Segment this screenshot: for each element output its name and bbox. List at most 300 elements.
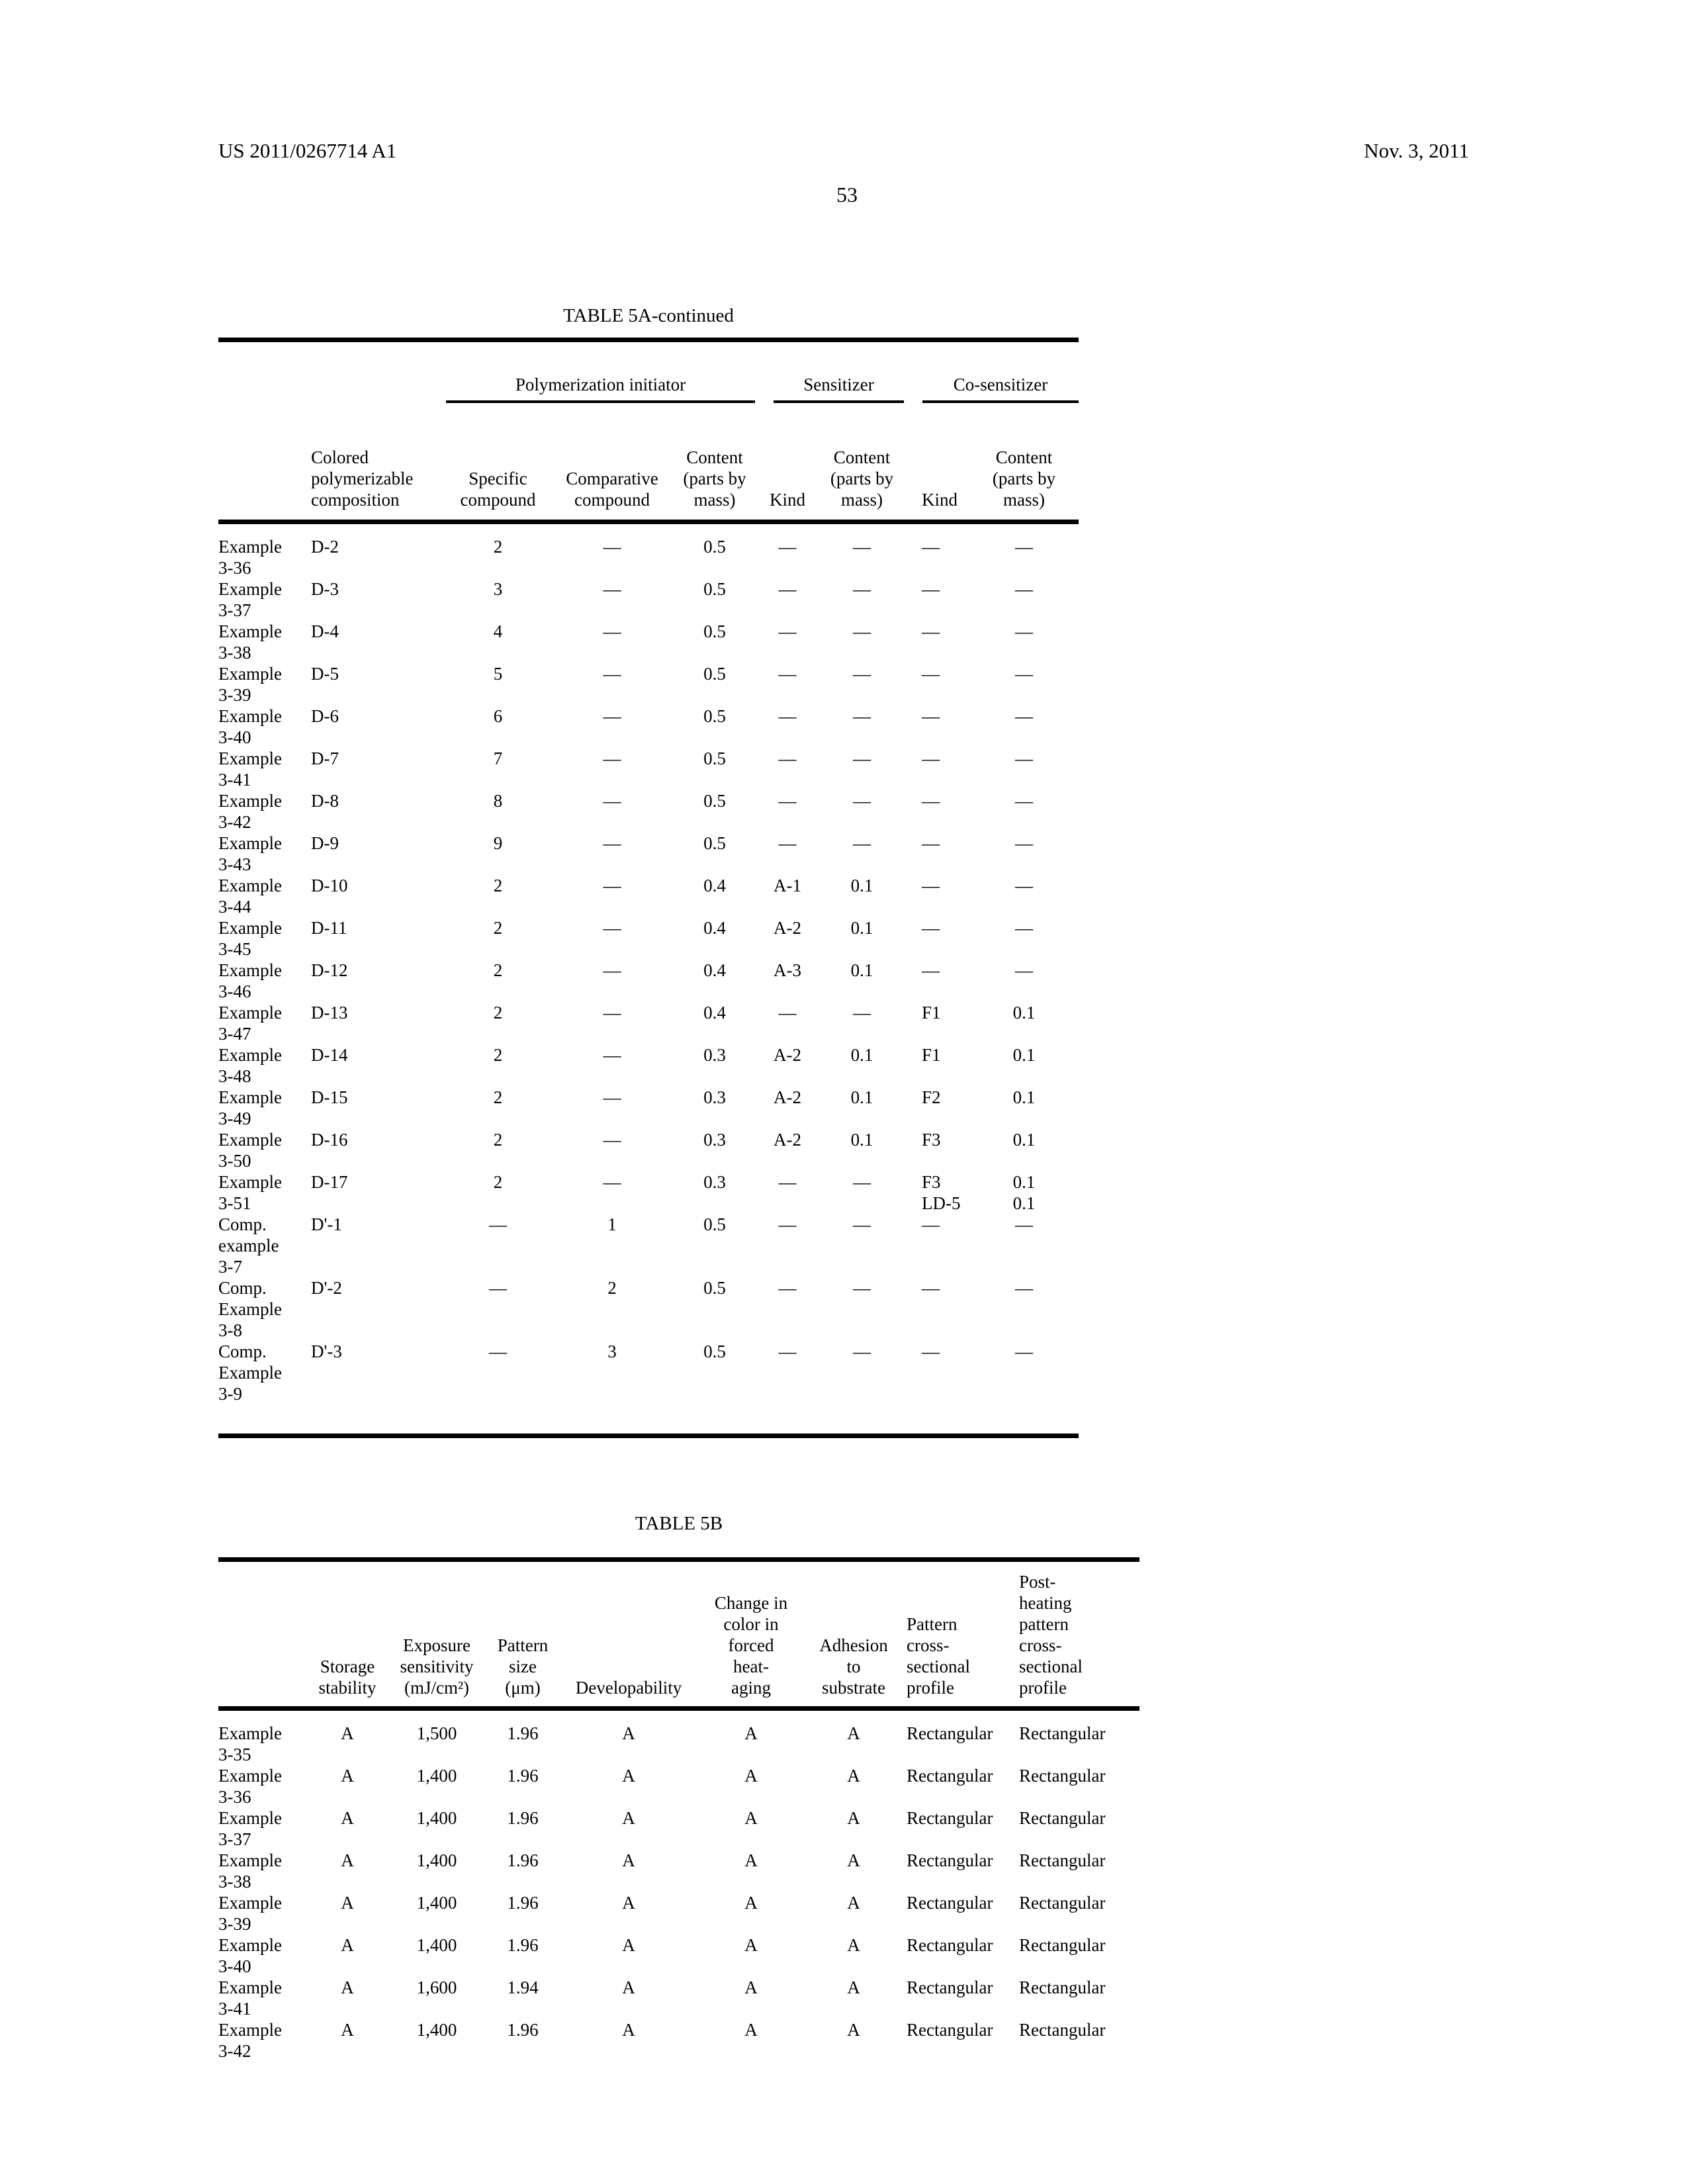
cell-developability: A	[622, 1850, 635, 1870]
table-5a-head	[218, 340, 1079, 522]
cell-specific-compound: 2	[493, 1045, 503, 1065]
table-5a-row	[218, 875, 1079, 917]
cell-pattern-size: 1.96	[507, 1808, 539, 1828]
cell-comparative-compound: —	[603, 876, 621, 895]
col-header-initiator-content: Content (parts by mass)	[665, 424, 764, 522]
cell-row-label: Comp. Example 3-9	[218, 1342, 282, 1404]
cell-sensitizer-content: —	[853, 749, 871, 768]
cell-color-change: A	[744, 1850, 758, 1870]
table-5a-row	[218, 1044, 1079, 1087]
table-5a-block	[218, 304, 1079, 1438]
cell-sensitizer-kind: —	[778, 1214, 797, 1234]
cell-pattern-size: 1.96	[507, 1723, 539, 1743]
cell-sensitizer-kind: —	[778, 621, 797, 641]
group-sensitizer	[764, 340, 913, 425]
cell-co-sensitizer-kind: —	[922, 960, 940, 980]
cell-composition: D-13	[311, 1003, 348, 1023]
cell-co-sensitizer-kind: —	[922, 537, 940, 557]
cell-co-sensitizer-kind: F3	[922, 1130, 941, 1150]
table-5b-row	[218, 1934, 1139, 1977]
cell-adhesion: A	[847, 1808, 860, 1828]
cell-pattern-size: 1.94	[507, 1978, 539, 1997]
cell-pattern-size: 1.96	[507, 1766, 539, 1786]
cell-specific-compound: 2	[493, 876, 503, 895]
cell-row-label: Example 3-39	[218, 1893, 282, 1934]
cell-adhesion: A	[847, 1935, 860, 1955]
table-5b-row	[218, 1850, 1139, 1892]
cell-co-sensitizer-kind: —	[922, 1278, 940, 1298]
cell-exposure-sensitivity: 1,600	[416, 1978, 457, 1997]
cell-row-label: Example 3-51	[218, 1172, 282, 1213]
cell-initiator-content: 0.3	[703, 1045, 726, 1065]
cell-row-label: Example 3-49	[218, 1087, 282, 1128]
cell-specific-compound: 5	[493, 664, 503, 684]
cell-sensitizer-content: 0.1	[850, 876, 873, 895]
cell-exposure-sensitivity: 1,400	[416, 2020, 457, 2040]
cell-co-sensitizer-content: 0.1	[1012, 1003, 1036, 1023]
table-5b-column-header-row	[218, 1560, 1139, 1709]
cell-co-sensitizer-kind: —	[922, 579, 940, 599]
table-5a-body	[218, 522, 1079, 1436]
cell-composition: D-10	[311, 876, 348, 895]
cell-co-sensitizer-content: —	[1015, 579, 1034, 599]
cell-composition: D-14	[311, 1045, 348, 1065]
cell-post-heating-profile: Rectangular	[1019, 1893, 1106, 1913]
cell-initiator-content: 0.3	[703, 1172, 726, 1192]
cell-co-sensitizer-content: 0.1	[1012, 1045, 1036, 1065]
table-5b-title: TABLE 5B	[635, 1513, 723, 1534]
cell-co-sensitizer-kind: —	[922, 664, 940, 684]
group-co-sensitizer-label: Co-sensitizer	[922, 363, 1079, 403]
table-5a-row	[218, 960, 1079, 1002]
cell-sensitizer-kind: A-2	[774, 1045, 802, 1065]
col-header-specific-compound: Specific compound	[437, 424, 559, 522]
cell-composition: D-15	[311, 1087, 348, 1107]
cell-co-sensitizer-kind: —	[922, 876, 940, 895]
cell-color-change: A	[744, 1978, 758, 1997]
table-5a-group-row	[218, 340, 1079, 425]
col-header-co-sensitizer-kind: Kind	[913, 424, 969, 522]
col-header-composition: Colored polymerizable composition	[311, 424, 437, 522]
cell-sensitizer-kind: —	[778, 791, 797, 811]
col-header-sensitizer-content: Content (parts by mass)	[811, 424, 913, 522]
cell-sensitizer-kind: —	[778, 664, 797, 684]
cell-initiator-content: 0.5	[703, 706, 726, 726]
cell-color-change: A	[744, 1766, 758, 1786]
table-5a-row	[218, 621, 1079, 663]
cell-initiator-content: 0.5	[703, 833, 726, 853]
table-5a-title: TABLE 5A-continued	[563, 305, 734, 326]
cell-pattern-profile: Rectangular	[907, 2020, 993, 2040]
cell-color-change: A	[744, 2020, 758, 2040]
cell-storage-stability: A	[341, 1935, 354, 1955]
group-sensitizer-label: Sensitizer	[774, 363, 904, 403]
cell-pattern-size: 1.96	[507, 1850, 539, 1870]
table-5a-row	[218, 1171, 1079, 1214]
cell-sensitizer-kind: —	[778, 537, 797, 557]
cell-comparative-compound: —	[603, 664, 621, 684]
table-5b-row	[218, 1807, 1139, 1850]
table-5b-body	[218, 1709, 1139, 2062]
cell-exposure-sensitivity: 1,500	[416, 1723, 457, 1743]
cell-co-sensitizer-content: 0.1	[1012, 1130, 1036, 1150]
cell-sensitizer-kind: —	[778, 579, 797, 599]
cell-co-sensitizer-content: —	[1015, 1278, 1034, 1298]
table-5b-row	[218, 1765, 1139, 1807]
cell-initiator-content: 0.4	[703, 1003, 726, 1023]
cell-sensitizer-content: 0.1	[850, 960, 873, 980]
cell-specific-compound: 3	[493, 579, 503, 599]
cell-co-sensitizer-content: —	[1015, 749, 1034, 768]
cell-adhesion: A	[847, 1766, 860, 1786]
cell-specific-compound: 9	[493, 833, 503, 853]
cell-pattern-profile: Rectangular	[907, 1723, 993, 1743]
cell-row-label: Example 3-48	[218, 1045, 282, 1086]
cell-co-sensitizer-content: —	[1015, 918, 1034, 938]
cell-composition: D-7	[311, 749, 339, 768]
cell-co-sensitizer-content: —	[1015, 706, 1034, 726]
cell-co-sensitizer-kind: —	[922, 749, 940, 768]
cell-composition: D-5	[311, 664, 339, 684]
cell-row-label: Example 3-38	[218, 621, 282, 662]
cell-storage-stability: A	[341, 1978, 354, 1997]
cell-sensitizer-kind: A-1	[774, 876, 802, 895]
col-header-pattern-profile: Pattern cross- sectional profile	[907, 1560, 1019, 1709]
cell-post-heating-profile: Rectangular	[1019, 1766, 1106, 1786]
page-header	[0, 0, 1694, 163]
cell-sensitizer-content: 0.1	[850, 918, 873, 938]
cell-specific-compound: 4	[493, 621, 503, 641]
patent-number: US 2011/0267714 A1	[218, 139, 397, 162]
table-5b	[218, 1557, 1139, 2062]
cell-row-label: Example 3-47	[218, 1003, 282, 1044]
cell-developability: A	[622, 1935, 635, 1955]
cell-sensitizer-content: —	[853, 1278, 871, 1298]
cell-specific-compound: 2	[493, 918, 503, 938]
cell-initiator-content: 0.3	[703, 1087, 726, 1107]
cell-storage-stability: A	[341, 1808, 354, 1828]
cell-storage-stability: A	[341, 1723, 354, 1743]
cell-comparative-compound: —	[603, 621, 621, 641]
cell-sensitizer-content: —	[853, 791, 871, 811]
cell-sensitizer-content: —	[853, 833, 871, 853]
cell-sensitizer-content: 0.1	[850, 1087, 873, 1107]
cell-specific-compound: 6	[493, 706, 503, 726]
table-5b-row	[218, 1709, 1139, 1766]
cell-row-label: Example 3-38	[218, 1850, 282, 1891]
cell-developability: A	[622, 1808, 635, 1828]
cell-row-label: Example 3-39	[218, 664, 282, 705]
cell-sensitizer-kind: —	[778, 749, 797, 768]
cell-comparative-compound: 2	[607, 1278, 617, 1298]
table-5a-row	[218, 1087, 1079, 1129]
group-co-sensitizer	[913, 340, 1079, 425]
cell-co-sensitizer-kind: —	[922, 791, 940, 811]
cell-post-heating-profile: Rectangular	[1019, 1850, 1106, 1870]
cell-sensitizer-kind: —	[778, 1278, 797, 1298]
cell-exposure-sensitivity: 1,400	[416, 1850, 457, 1870]
cell-exposure-sensitivity: 1,400	[416, 1893, 457, 1913]
cell-co-sensitizer-kind: —	[922, 918, 940, 938]
table-5a-row	[218, 1129, 1079, 1171]
cell-composition: D-17	[311, 1172, 348, 1192]
cell-row-label: Example 3-40	[218, 706, 282, 747]
cell-initiator-content: 0.3	[703, 1130, 726, 1150]
cell-initiator-content: 0.4	[703, 876, 726, 895]
cell-storage-stability: A	[341, 2020, 354, 2040]
col-header-row-label	[218, 1560, 311, 1709]
cell-row-label: Example 3-42	[218, 2020, 282, 2061]
cell-sensitizer-content: 0.1	[850, 1130, 873, 1150]
cell-comparative-compound: —	[603, 1172, 621, 1192]
cell-sensitizer-kind: A-2	[774, 918, 802, 938]
cell-post-heating-profile: Rectangular	[1019, 1935, 1106, 1955]
col-header-storage-stability: Storage stability	[311, 1560, 384, 1709]
col-header-exposure-sensitivity: Exposure sensitivity (mJ/cm²)	[384, 1560, 490, 1709]
cell-sensitizer-content: —	[853, 1003, 871, 1023]
cell-row-label: Example 3-45	[218, 918, 282, 959]
cell-specific-compound: 2	[493, 1003, 503, 1023]
cell-color-change: A	[744, 1935, 758, 1955]
cell-sensitizer-content: —	[853, 537, 871, 557]
cell-co-sensitizer-kind: —	[922, 621, 940, 641]
table-5a-row	[218, 1341, 1079, 1436]
cell-co-sensitizer-content: —	[1015, 833, 1034, 853]
cell-color-change: A	[744, 1723, 758, 1743]
cell-comparative-compound: —	[603, 791, 621, 811]
table-5a-column-header-row	[218, 424, 1079, 522]
cell-co-sensitizer-content: —	[1015, 621, 1034, 641]
cell-developability: A	[622, 1978, 635, 1997]
cell-composition: D-8	[311, 791, 339, 811]
cell-initiator-content: 0.5	[703, 791, 726, 811]
cell-sensitizer-content: —	[853, 1214, 871, 1234]
cell-sensitizer-kind: —	[778, 833, 797, 853]
cell-sensitizer-kind: A-2	[774, 1130, 802, 1150]
cell-sensitizer-content: —	[853, 1172, 871, 1192]
cell-specific-compound: 2	[493, 1130, 503, 1150]
cell-comparative-compound: —	[603, 537, 621, 557]
table-5a-row	[218, 748, 1079, 790]
cell-co-sensitizer-kind: F2	[922, 1087, 941, 1107]
cell-comparative-compound: —	[603, 1130, 621, 1150]
cell-exposure-sensitivity: 1,400	[416, 1808, 457, 1828]
cell-post-heating-profile: Rectangular	[1019, 1808, 1106, 1828]
cell-exposure-sensitivity: 1,400	[416, 1766, 457, 1786]
cell-adhesion: A	[847, 1893, 860, 1913]
cell-specific-compound: 2	[493, 1172, 503, 1192]
table-5a-row	[218, 578, 1079, 621]
cell-pattern-size: 1.96	[507, 1935, 539, 1955]
cell-initiator-content: 0.4	[703, 918, 726, 938]
cell-row-label: Example 3-35	[218, 1723, 282, 1764]
cell-adhesion: A	[847, 2020, 860, 2040]
table-5b-head	[218, 1560, 1139, 1709]
table-5a-row	[218, 1002, 1079, 1044]
cell-pattern-profile: Rectangular	[907, 1893, 993, 1913]
cell-row-label: Example 3-37	[218, 1808, 282, 1849]
group-polymerization-initiator	[437, 340, 764, 425]
cell-co-sensitizer-kind: —	[922, 1342, 940, 1361]
cell-sensitizer-kind: —	[778, 706, 797, 726]
col-header-post-heating-profile: Post- heating pattern cross- sectional profile	[1019, 1560, 1139, 1709]
group-spacer	[218, 340, 437, 425]
cell-storage-stability: A	[341, 1893, 354, 1913]
page-number: 53	[836, 183, 858, 206]
table-5a-row	[218, 790, 1079, 833]
cell-sensitizer-content: —	[853, 706, 871, 726]
cell-specific-compound: 2	[493, 960, 503, 980]
col-header-adhesion: Adhesion to substrate	[801, 1560, 907, 1709]
cell-co-sensitizer-content: 0.1 0.1	[1012, 1172, 1036, 1213]
cell-composition: D-6	[311, 706, 339, 726]
table-5a-row	[218, 663, 1079, 705]
cell-comparative-compound: —	[603, 579, 621, 599]
col-header-co-sensitizer-content: Content (parts by mass)	[969, 424, 1079, 522]
cell-pattern-profile: Rectangular	[907, 1766, 993, 1786]
cell-row-label: Example 3-36	[218, 1766, 282, 1807]
col-header-row-label	[218, 424, 311, 522]
cell-row-label: Example 3-40	[218, 1935, 282, 1976]
cell-sensitizer-kind: —	[778, 1342, 797, 1361]
table-5a-row	[218, 833, 1079, 875]
cell-exposure-sensitivity: 1,400	[416, 1935, 457, 1955]
cell-initiator-content: 0.5	[703, 1214, 726, 1234]
group-polymerization-initiator-label: Polymerization initiator	[446, 363, 755, 403]
table-5a-row	[218, 1277, 1079, 1341]
cell-co-sensitizer-kind: —	[922, 706, 940, 726]
cell-pattern-profile: Rectangular	[907, 1935, 993, 1955]
cell-comparative-compound: —	[603, 960, 621, 980]
col-header-color-change: Change in color in forced heat- aging	[701, 1560, 801, 1709]
table-5a-row	[218, 1214, 1079, 1277]
cell-composition: D'-3	[311, 1342, 342, 1361]
cell-adhesion: A	[847, 1850, 860, 1870]
cell-co-sensitizer-kind: —	[922, 833, 940, 853]
cell-color-change: A	[744, 1893, 758, 1913]
cell-initiator-content: 0.5	[703, 1278, 726, 1298]
cell-row-label: Example 3-36	[218, 537, 282, 578]
cell-row-label: Example 3-42	[218, 791, 282, 832]
cell-comparative-compound: —	[603, 706, 621, 726]
cell-specific-compound: —	[489, 1278, 507, 1298]
table-5a	[218, 338, 1079, 1438]
cell-co-sensitizer-kind: F1	[922, 1045, 941, 1065]
cell-specific-compound: 7	[493, 749, 503, 768]
cell-specific-compound: 2	[493, 537, 503, 557]
cell-row-label: Example 3-37	[218, 579, 282, 620]
cell-sensitizer-content: 0.1	[850, 1045, 873, 1065]
cell-co-sensitizer-content: —	[1015, 960, 1034, 980]
cell-storage-stability: A	[341, 1766, 354, 1786]
table-5a-row	[218, 705, 1079, 748]
cell-pattern-profile: Rectangular	[907, 1850, 993, 1870]
table-5b-row	[218, 1977, 1139, 2019]
cell-row-label: Example 3-44	[218, 876, 282, 917]
cell-developability: A	[622, 1893, 635, 1913]
cell-composition: D-4	[311, 621, 339, 641]
table-5b-block	[218, 1512, 1139, 2062]
cell-specific-compound: —	[489, 1342, 507, 1361]
cell-sensitizer-kind: A-2	[774, 1087, 802, 1107]
cell-composition: D-16	[311, 1130, 348, 1150]
cell-co-sensitizer-content: —	[1015, 791, 1034, 811]
cell-sensitizer-kind: A-3	[774, 960, 802, 980]
cell-sensitizer-content: —	[853, 1342, 871, 1361]
cell-post-heating-profile: Rectangular	[1019, 1978, 1106, 1997]
cell-specific-compound: —	[489, 1214, 507, 1234]
cell-row-label: Example 3-43	[218, 833, 282, 874]
table-5a-row	[218, 917, 1079, 960]
cell-sensitizer-kind: —	[778, 1003, 797, 1023]
col-header-comparative-compound: Comparative compound	[559, 424, 665, 522]
cell-initiator-content: 0.5	[703, 537, 726, 557]
cell-composition: D'-1	[311, 1214, 342, 1234]
cell-co-sensitizer-content: —	[1015, 1342, 1034, 1361]
cell-sensitizer-content: —	[853, 579, 871, 599]
cell-composition: D-3	[311, 579, 339, 599]
cell-row-label: Comp. Example 3-8	[218, 1278, 282, 1340]
cell-developability: A	[622, 1766, 635, 1786]
cell-initiator-content: 0.5	[703, 749, 726, 768]
cell-specific-compound: 8	[493, 791, 503, 811]
cell-co-sensitizer-kind: —	[922, 1214, 940, 1234]
cell-comparative-compound: 1	[607, 1214, 617, 1234]
cell-row-label: Example 3-41	[218, 1978, 282, 2019]
cell-comparative-compound: —	[603, 1087, 621, 1107]
cell-pattern-profile: Rectangular	[907, 1808, 993, 1828]
cell-row-label: Example 3-46	[218, 960, 282, 1001]
cell-adhesion: A	[847, 1723, 860, 1743]
cell-specific-compound: 2	[493, 1087, 503, 1107]
cell-comparative-compound: —	[603, 1003, 621, 1023]
cell-row-label: Example 3-41	[218, 749, 282, 790]
cell-co-sensitizer-kind: F1	[922, 1003, 941, 1023]
cell-initiator-content: 0.5	[703, 579, 726, 599]
cell-sensitizer-content: —	[853, 621, 871, 641]
col-header-pattern-size: Pattern size (μm)	[490, 1560, 556, 1709]
cell-pattern-size: 1.96	[507, 1893, 539, 1913]
col-header-sensitizer-kind: Kind	[764, 424, 811, 522]
cell-composition: D-2	[311, 537, 339, 557]
cell-comparative-compound: —	[603, 833, 621, 853]
cell-co-sensitizer-content: —	[1015, 876, 1034, 895]
table-5b-row	[218, 1892, 1139, 1934]
cell-composition: D'-2	[311, 1278, 342, 1298]
cell-developability: A	[622, 1723, 635, 1743]
publication-date: Nov. 3, 2011	[1364, 139, 1469, 162]
cell-comparative-compound: —	[603, 1045, 621, 1065]
cell-pattern-profile: Rectangular	[907, 1978, 993, 1997]
cell-co-sensitizer-content: —	[1015, 1214, 1034, 1234]
cell-composition: D-11	[311, 918, 347, 938]
cell-comparative-compound: —	[603, 918, 621, 938]
cell-post-heating-profile: Rectangular	[1019, 1723, 1106, 1743]
cell-co-sensitizer-content: —	[1015, 664, 1034, 684]
cell-initiator-content: 0.5	[703, 621, 726, 641]
cell-initiator-content: 0.5	[703, 664, 726, 684]
cell-comparative-compound: —	[603, 749, 621, 768]
cell-post-heating-profile: Rectangular	[1019, 2020, 1106, 2040]
cell-initiator-content: 0.4	[703, 960, 726, 980]
cell-color-change: A	[744, 1808, 758, 1828]
cell-co-sensitizer-content: 0.1	[1012, 1087, 1036, 1107]
cell-co-sensitizer-kind: F3 LD-5	[922, 1172, 961, 1213]
cell-developability: A	[622, 2020, 635, 2040]
cell-row-label: Comp. example 3-7	[218, 1214, 279, 1277]
cell-co-sensitizer-content: —	[1015, 537, 1034, 557]
col-header-developability: Developability	[556, 1560, 701, 1709]
